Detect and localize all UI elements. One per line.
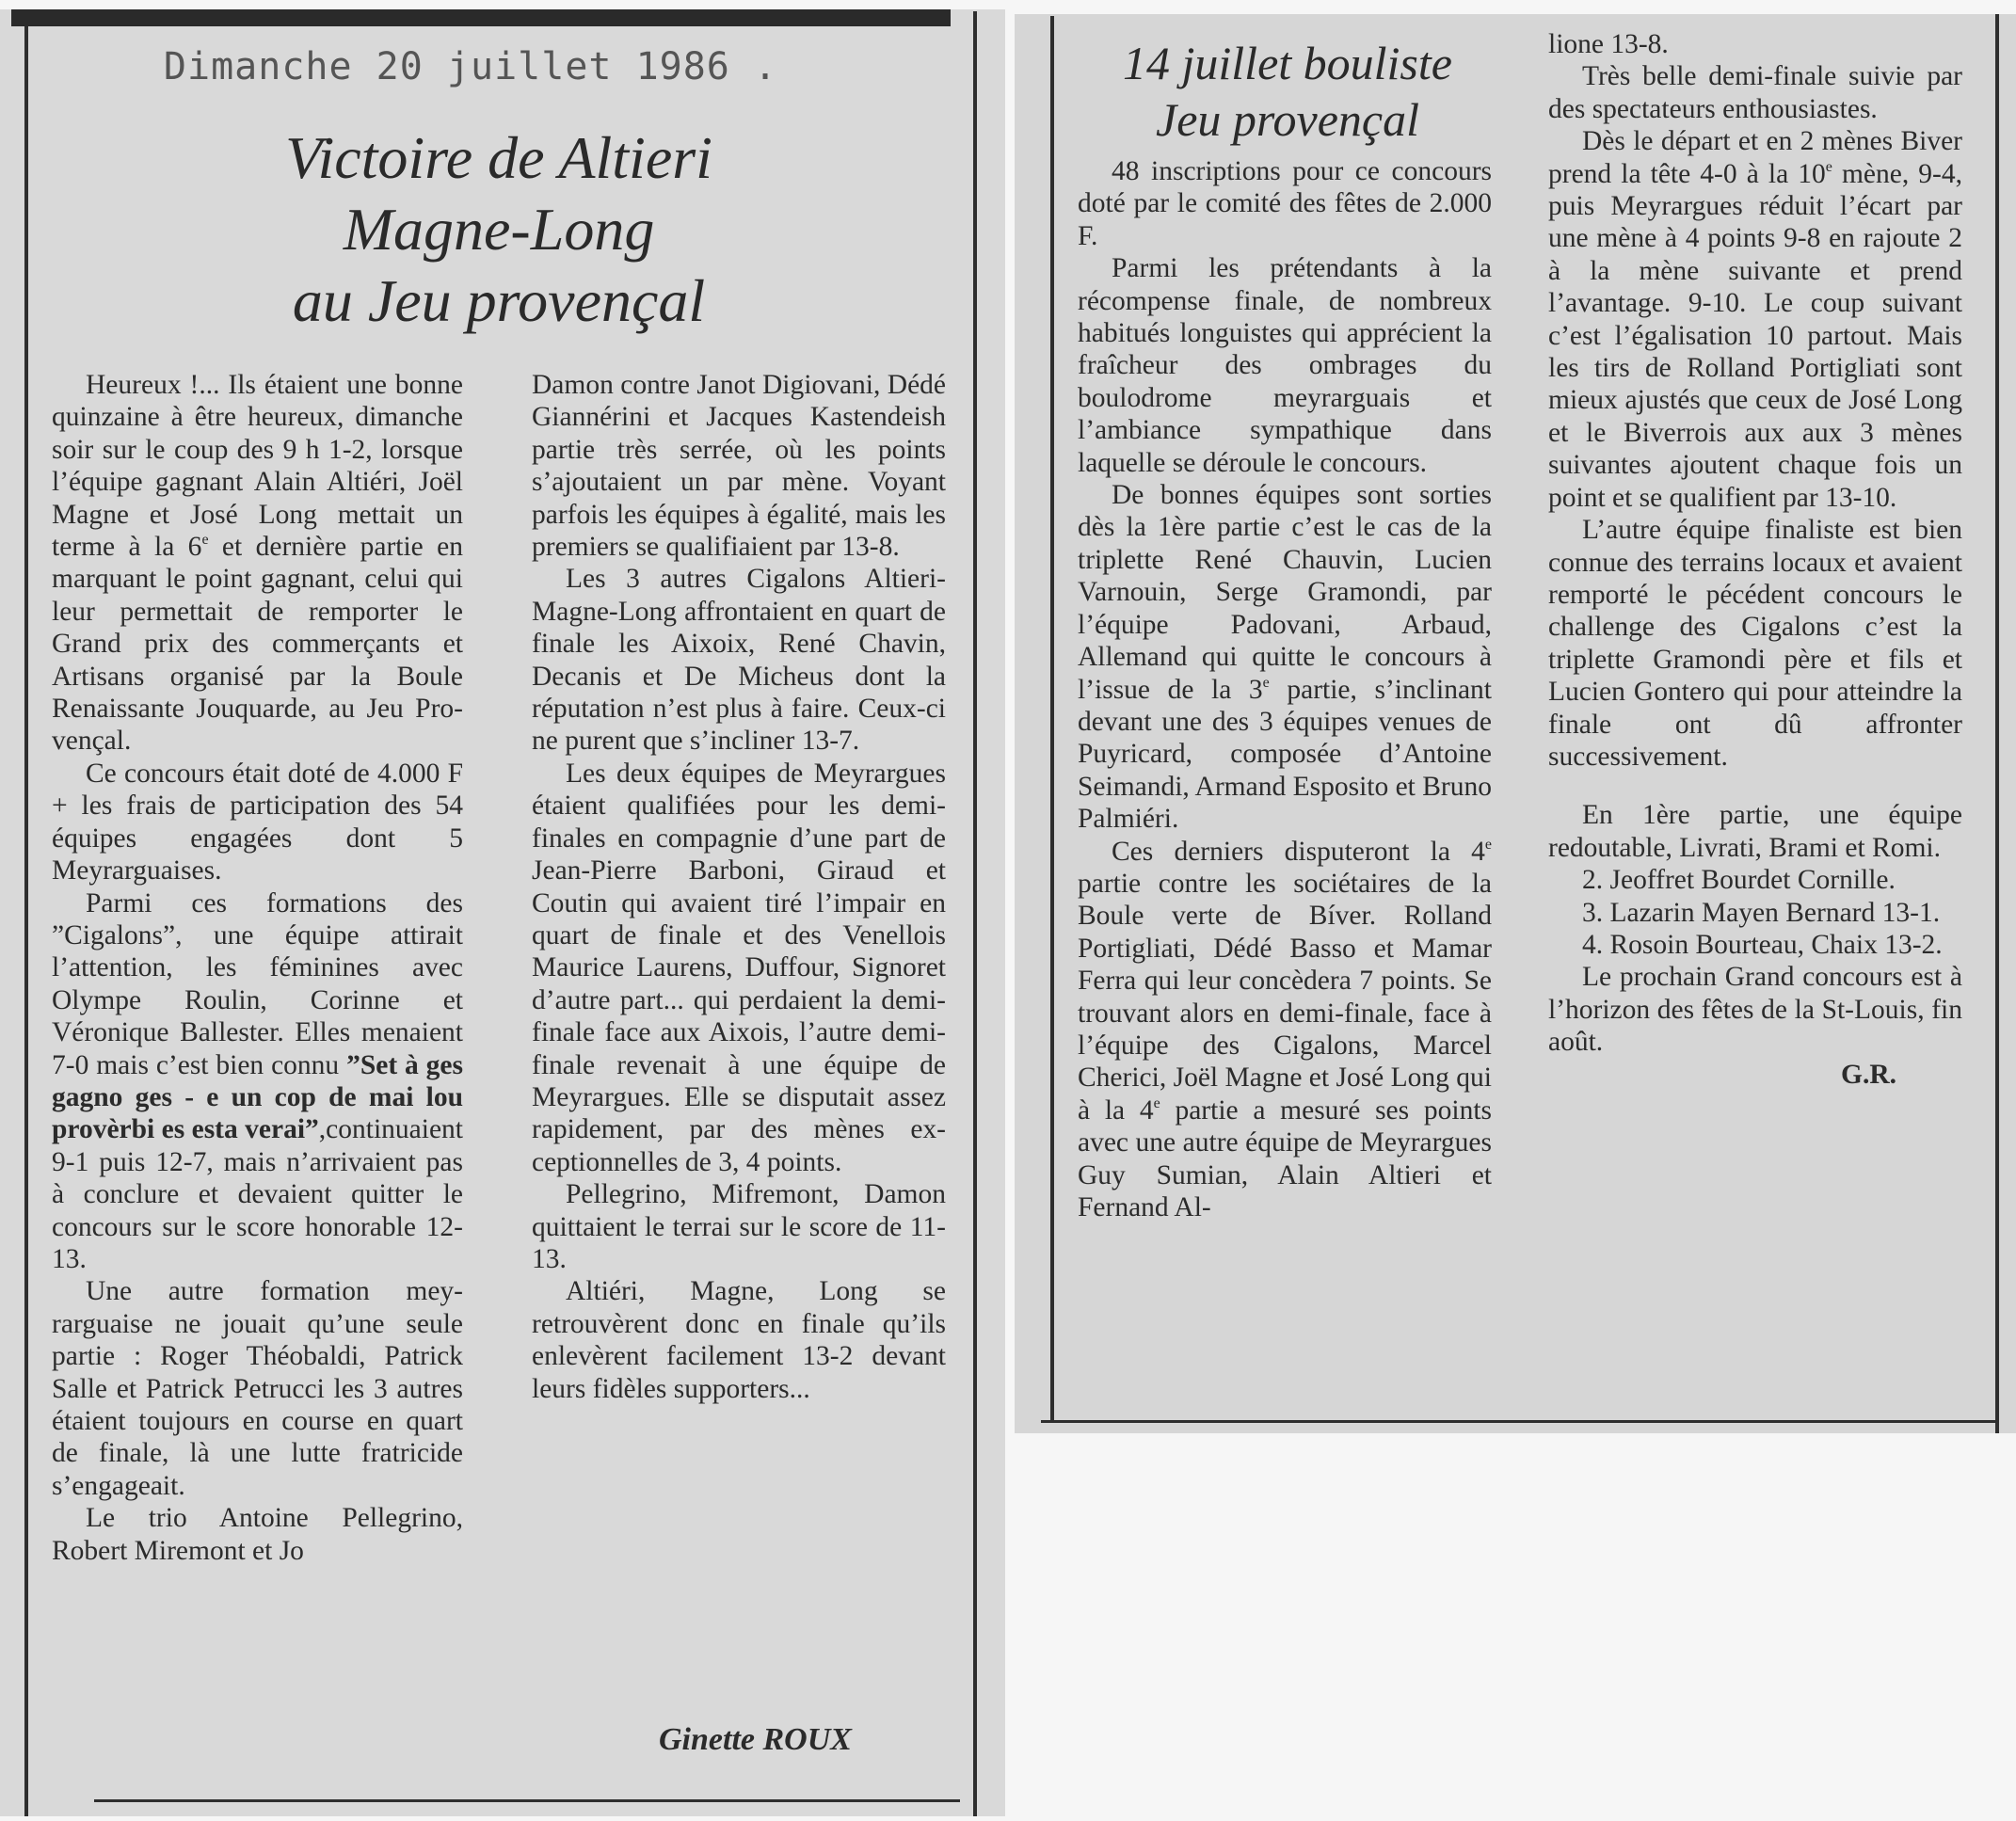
article-column-2 [532, 369, 946, 1405]
paragraph: Les deux équipes de Meyrargues étaient qualifiées pour les demi-finales en compagnie d’une part de Jean-Pierre Barboni, Giraud et Coutin qui avaient tiré l’impair en quart de finale et des Venellois Maurice Laurens, Duffour, Signoret d’autre part... qui perdaient la demi-finale face aux Aixois, l’autre demi-finale revenait à une équipe de Meyrargues. Elle se disputait assez rapidement, par des mènes exceptionnelles de 3, 4 points. [532, 758, 946, 1177]
right-border-rule [1995, 14, 1999, 1433]
article-headline [1057, 35, 1518, 148]
headline-line: au Jeu provençal [292, 267, 706, 334]
paragraph: Dès le départ et en 2 mènes Biver prend la tête 4-0 à la 10e mène, 9-4, puis Meyrargues réduit l’écart par une mène à 4 points 9-8 en rajoute 2 à la mène suivante et prend l’avantage. 9-10. Le coup suivant c’est l’égalisation 10 partout. Mais les tirs de Rolland Portigliati sont mieux ajustés que ceux de José Long et le Biverrois aux aux 3 mènes suivantes ajoutent chaque fois un point et se qualifient par 13-10. [1548, 126, 1962, 513]
paragraph: Très belle demi-finale suivie par des spectateurs enthousiastes. [1548, 61, 1962, 124]
paragraph: Heureux !... Ils étaient une bonne quinzaine à être heureux, dimanche soir sur le coup des 9 h 1-2, lorsque l’équipe gagnant Alain Altiéri, Joël Magne et José Long mettait un terme à la 6e et dernière partie en marquant le point gagnant, celui qui leur permettait de remporter le Grand prix des commerçants et Artisans organisé par la Boule Renaissante Jouquarde, au Jeu Provençal. [52, 370, 463, 757]
paragraph: En 1ère partie, une équipe redoutable, Livrati, Brami et Romi. [1548, 800, 1962, 863]
results-item: 2. Jeoffret Bourdet Cornille. [1582, 865, 1896, 896]
paragraph: Altiéri, Magne, Long se retrouvèrent donc en finale qu’ils enlevèrent facilement 13-2 devant leurs fidèles supporters... [532, 1276, 946, 1404]
left-border-rule [24, 26, 28, 1816]
paragraph: L’autre équipe finaliste est bien connue des terrains locaux et avaient remporté le pécédent concours le challenge des Cigalons c’est la triplette Gramondi père et fils et Lucien Gontero qui pour atteindre la finale ont dû affronter successivement. [1548, 515, 1962, 772]
provencal-proverb: ”Set à ges gagno ges - e un cop de mai lou provèrbi es esta verai” [52, 1049, 463, 1145]
headline-line: Magne-Long [343, 196, 655, 263]
date-stamp: Dimanche 20 juillet 1986 . [163, 45, 778, 88]
headline-line: Victoire de Altieri [285, 124, 712, 191]
paragraph: Une autre formation meyrarguaise ne jouait qu’une seule partie : Roger Théobaldi, Patrick Salle et Patrick Petrucci les 3 autres étaient toujours en course en quart de finale, là une lutte fratricide s’engageait. [52, 1276, 463, 1501]
paragraph: lione 13-8. [1548, 29, 1669, 59]
paragraph: Ces derniers disputeront la 4e partie contre les sociétaires de la Boule verte de Bíver. Rolland Portigliati, Dédé Basso et Mamar Ferra qui leur concèdera 7 points. Se trouvant alors en demi-finale, face à l’équipe des Cigalons, Marcel Cherici, Joël Magne et José Long qui à la 4e partie a mesuré ses points avec une autre équipe de Meyrargues Guy Sumian, Alain Altieri et Fernand Al- [1078, 836, 1492, 1222]
bottom-rule [94, 1799, 960, 1802]
paragraph: Le trio Antoine Pellegrino, Robert Miremont et Jo [52, 1503, 463, 1566]
paragraph: Pellegrino, Mifremont, Damon quittaient le terrai sur le score de 11-13. [532, 1179, 946, 1274]
bottom-rule [1041, 1420, 1997, 1423]
paragraph: Damon contre Janot Digiovani, Dédé Giannérini et Jacques Kastendeish partie très serrée, où les points s’ajoutaient un par mène. Voyant parfois les équipes à égalité, mais les premiers se qualifiaient par 13-8. [532, 370, 946, 563]
top-black-bar [11, 9, 951, 26]
clipping-left-article [0, 9, 1005, 1816]
paragraph: 48 inscriptions pour ce concours doté par le comité des fêtes de 2.000 F. [1078, 156, 1492, 251]
article-headline [38, 122, 960, 337]
article-column-3 [1078, 155, 1492, 1223]
paragraph: Parmi ces formations des ”Cigalons”, une équipe attirait l’attention, les féminines avec Olympe Roulin, Corinne et Véronique Ballester. Elles menaient 7-0 mais c’est bien connu ”Set à ges gagno ges - e un cop de mai lou provèrbi es esta verai”,continuaient 9-1 puis 12-7, mais n’arrivaient pas à conclure et devaient quitter le concours sur le score honorable 12-13. [52, 887, 463, 1274]
right-border-rule [973, 11, 977, 1816]
clipping-right-article [1015, 14, 2016, 1433]
results-item: 4. Rosoin Bourteau, Chaix 13-2. [1582, 929, 1943, 960]
author-signature: Ginette ROUX [659, 1722, 852, 1757]
left-border-rule [1050, 16, 1054, 1422]
results-item: 3. Lazarin Mayen Bernard 13-1. [1582, 897, 1941, 928]
paragraph: Le prochain Grand concours est à l’horizon des fêtes de la St-Louis, fin août. [1548, 962, 1962, 1058]
headline-line: Jeu provençal [1156, 93, 1419, 146]
author-initials: G.R. [1841, 1059, 1896, 1090]
paragraph: Ce concours était doté de 4.000 F + les frais de participation des 54 équipes engagées dont 5 Meyrarguaises. [52, 758, 463, 887]
paragraph: Les 3 autres Cigalons Altieri-Magne-Long affrontaient en quart de finale les Aixoix, René Chavin, Decanis et De Micheus dont la réputation n’est plus à faire. Ceux-ci ne purent que s’incliner 13-7. [532, 564, 946, 757]
paragraph: De bonnes équipes sont sorties dès la 1ère partie c’est le cas de la triplette René Chauvin, Lucien Varnouin, Serge Gramondi, par l’équipe Padovani, Arbaud, Allemand qui quitte le concours à l’issue de la 3e partie, s’inclinant devant une des 3 équipes venues de Puyricard, composée d’Antoine Seimandi, Armand Esposito et Bruno Palmiéri. [1078, 480, 1493, 835]
headline-line: 14 juillet bouliste [1123, 37, 1452, 89]
article-column-4 [1548, 28, 1962, 1091]
article-column-1 [52, 369, 463, 1567]
paragraph: Parmi les prétendants à la récompense finale, de nombreux habitués longuistes qui apprécient la fraîcheur des ombrages du boulodrome meyrarguais et l’ambiance sympathique dans laquelle se déroule le concours. [1078, 253, 1492, 478]
